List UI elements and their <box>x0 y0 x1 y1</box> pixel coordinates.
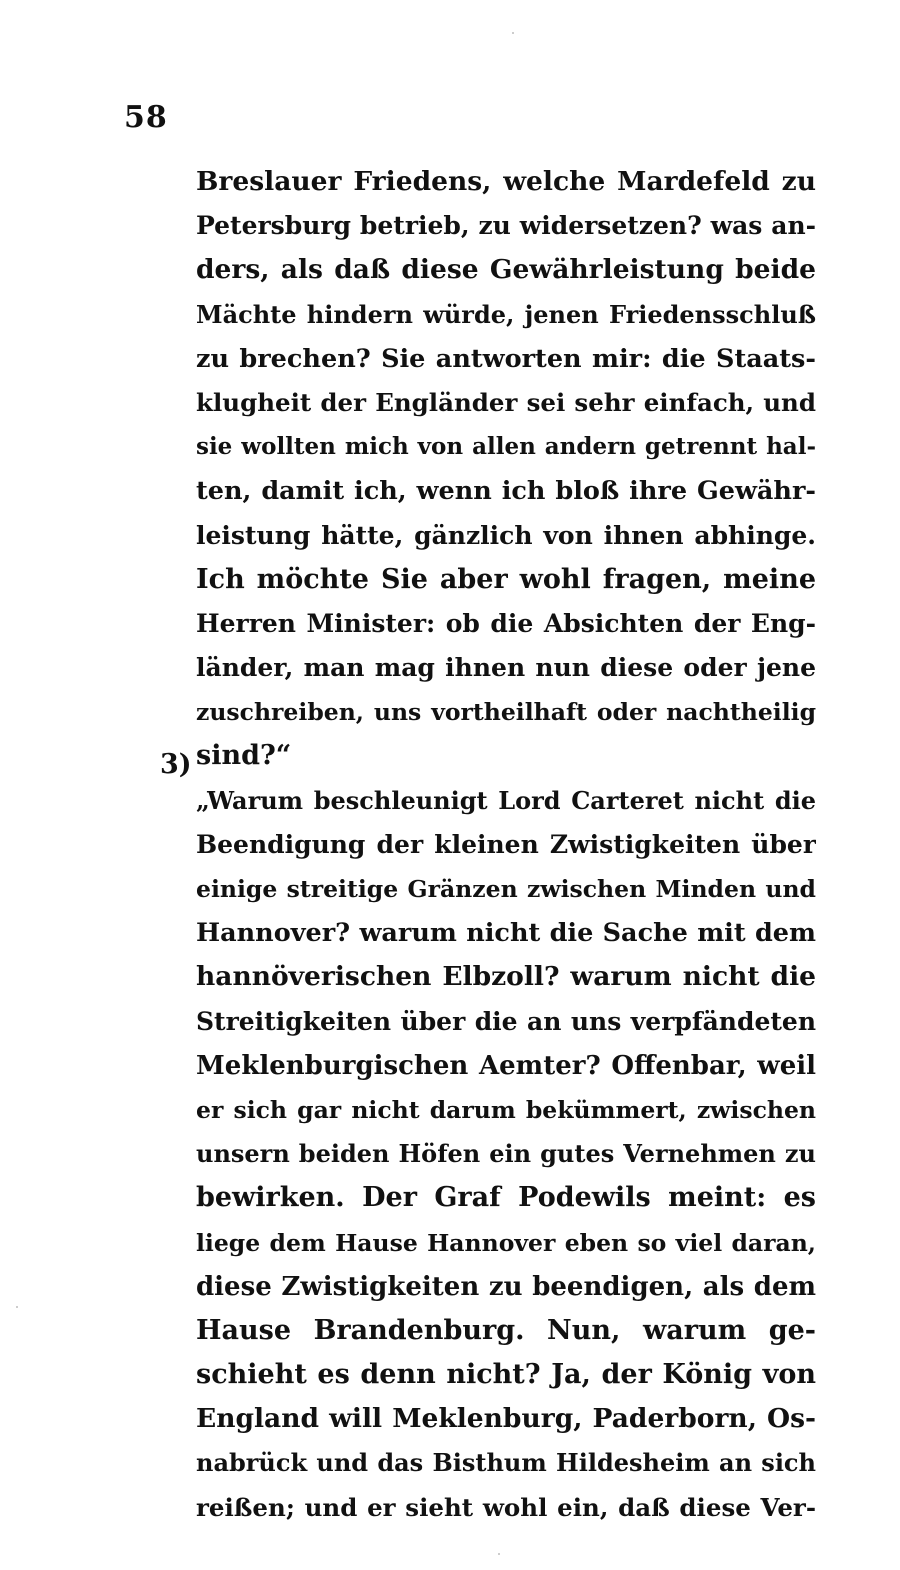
text-line: „Warum beschleunigt Lord Carteret nicht die <box>196 785 816 815</box>
text-line: Ich möchte Sie aber wohl fragen, meine <box>196 563 816 595</box>
text-line: Beendigung der kleinen Zwistigkeiten über <box>196 829 816 859</box>
text-line: länder, man mag ihnen nun diese oder jene <box>196 653 816 683</box>
text-line: reißen; und er sieht wohl ein, daß diese Ver- <box>196 1492 816 1522</box>
text-line: leistung hätte, gänzlich von ihnen abhinge. <box>196 520 816 550</box>
text-line: zuschreiben, uns vortheilhaft oder nachtheilig <box>196 698 816 727</box>
text-line: schieht es denn nicht? Ja, der König von <box>196 1359 816 1391</box>
text-line: Streitigkeiten über die an uns verpfändeten <box>196 1006 816 1036</box>
text-line: Hause Brandenburg. Nun, warum ge- <box>196 1314 816 1346</box>
text-line: sind?“ <box>196 740 292 772</box>
text-line: zu brechen? Sie antworten mir: die Staats- <box>196 343 816 374</box>
scan-speck <box>512 32 514 34</box>
text-line: ders, als daß diese Gewährleistung beide <box>196 254 816 286</box>
list-item-marker: 3) <box>160 749 192 780</box>
text-line: diese Zwistigkeiten zu beendigen, als dem <box>196 1271 816 1302</box>
text-line: klugheit der Engländer sei sehr einfach, und <box>196 387 816 417</box>
text-line: hannöverischen Elbzoll? warum nicht die <box>196 961 816 993</box>
body-text <box>196 160 816 1530</box>
text-line: England will Meklenburg, Paderborn, Os- <box>196 1403 816 1435</box>
text-line: Breslauer Friedens, welche Mardefeld zu <box>196 166 816 197</box>
text-line: unsern beiden Höfen ein gutes Vernehmen zu <box>196 1139 816 1169</box>
text-line: bewirken. Der Graf Podewils meint: es <box>196 1182 816 1214</box>
text-line: liege dem Hause Hannover eben so viel daran, <box>196 1228 816 1257</box>
text-line: Petersburg betrieb, zu widersetzen? was an- <box>196 211 816 241</box>
text-line: einige streitige Gränzen zwischen Minden und <box>196 875 816 903</box>
scan-speck <box>498 1553 500 1555</box>
text-line: sie wollten mich von allen andern getrennt hal- <box>196 433 816 461</box>
text-line: Herren Minister: ob die Absichten der Eng- <box>196 608 816 638</box>
text-line: Meklenburgischen Aemter? Offenbar, weil <box>196 1050 816 1081</box>
text-line: Hannover? warum nicht die Sache mit dem <box>196 918 816 949</box>
text-line: ten, damit ich, wenn ich bloß ihre Gewähr- <box>196 476 816 507</box>
text-line: nabrück und das Bisthum Hildesheim an sich <box>196 1448 816 1478</box>
text-line: Mächte hindern würde, jenen Friedensschluß <box>196 299 816 329</box>
page-number: 58 <box>124 100 168 135</box>
text-line: er sich gar nicht darum bekümmert, zwischen <box>196 1095 816 1124</box>
scan-speck <box>16 1306 18 1308</box>
